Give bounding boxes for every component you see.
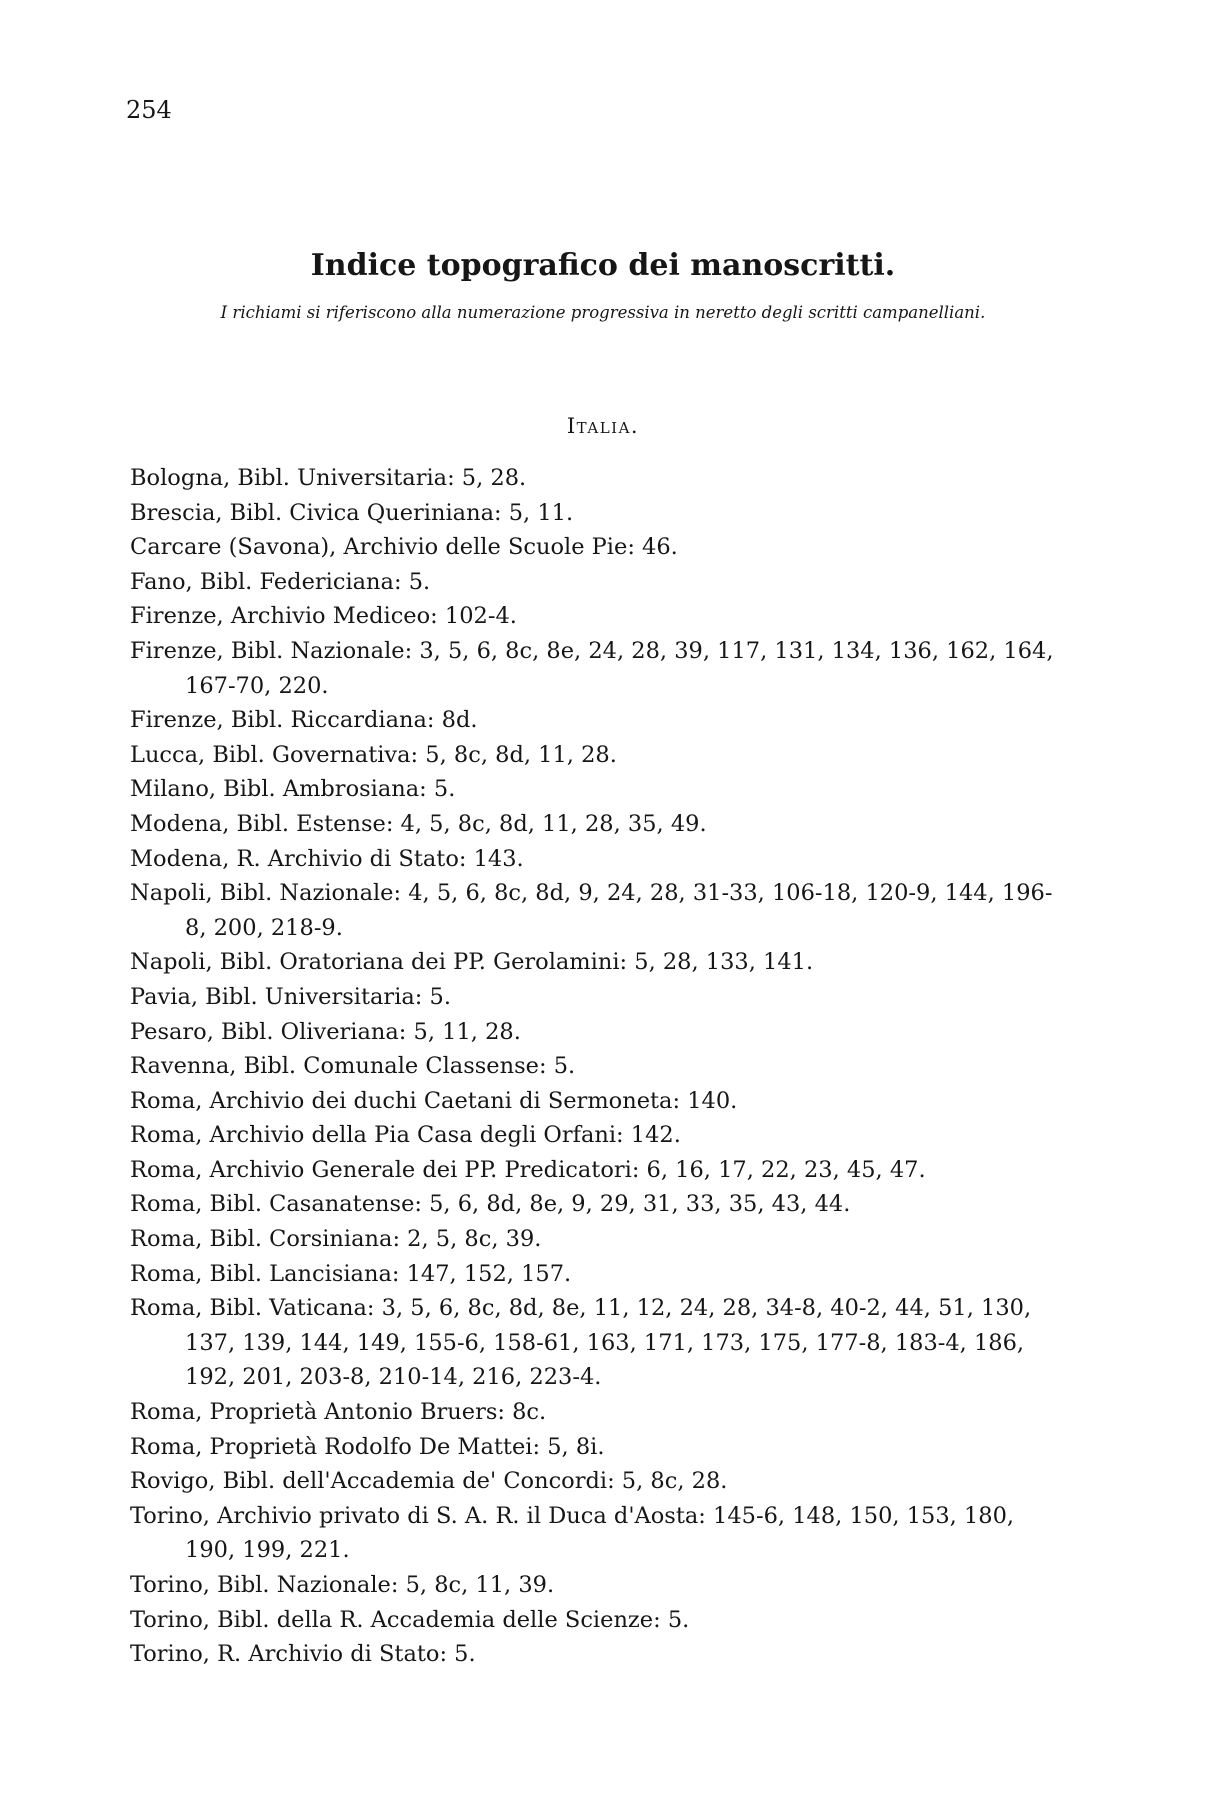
index-entry: Firenze, Archivio Mediceo: 102-4.	[130, 603, 517, 630]
index-entry: Bologna, Bibl. Universitaria: 5, 28.	[130, 465, 527, 491]
page-subtitle: I richiami si riferiscono alla numerazione progressiva in neretto degli scritti campanelliani.	[220, 303, 986, 322]
index-entry: Roma, Bibl. Casanatense: 5, 6, 8d, 8e, 9, 29, 31, 33, 35, 43, 44.	[130, 1191, 851, 1218]
index-entry: Napoli, Bibl. Oratoriana dei PP. Gerolamini: 5, 28, 133, 141.	[130, 949, 814, 976]
manuscript-index-list	[130, 461, 1060, 1672]
index-entry: Firenze, Bibl. Riccardiana: 8d.	[130, 707, 478, 734]
index-entry: Roma, Bibl. Lancisiana: 147, 152, 157.	[130, 1260, 572, 1287]
index-entry: Roma, Proprietà Rodolfo De Mattei: 5, 8i.	[130, 1433, 605, 1460]
page-title: Indice topografico dei manoscritti.	[310, 248, 896, 283]
index-entry: Pesaro, Bibl. Oliveriana: 5, 11, 28.	[130, 1018, 521, 1045]
index-entry: Lucca, Bibl. Governativa: 5, 8c, 8d, 11, 28.	[130, 741, 617, 768]
index-entry: Torino, R. Archivio di Stato: 5.	[130, 1641, 476, 1668]
index-entry: Firenze, Bibl. Nazionale: 3, 5, 6, 8c, 8e, 24, 28, 39, 117, 131, 134, 136, 162, 164, 167-70, 220.	[130, 637, 1054, 699]
index-entry: Modena, R. Archivio di Stato: 143.	[130, 845, 524, 872]
index-entry: Ravenna, Bibl. Comunale Classense: 5.	[130, 1053, 576, 1080]
index-entry: Modena, Bibl. Estense: 4, 5, 8c, 8d, 11, 28, 35, 49.	[130, 810, 707, 837]
index-entry: Rovigo, Bibl. dell'Accademia de' Concordi: 5, 8c, 28.	[130, 1468, 728, 1495]
index-entry: Brescia, Bibl. Civica Queriniana: 5, 11.	[130, 499, 574, 526]
index-entry: Carcare (Savona), Archivio delle Scuole Pie: 46.	[130, 534, 678, 561]
index-entry: Roma, Archivio dei duchi Caetani di Sermoneta: 140.	[130, 1087, 738, 1114]
index-entry: Milano, Bibl. Ambrosiana: 5.	[130, 776, 456, 803]
index-entry: Torino, Archivio privato di S. A. R. il Duca d'Aosta: 145-6, 148, 150, 153, 180, 190, 199, 221.	[130, 1502, 1015, 1564]
index-entry: Roma, Bibl. Corsiniana: 2, 5, 8c, 39.	[130, 1226, 542, 1253]
index-entry: Roma, Archivio della Pia Casa degli Orfani: 142.	[130, 1122, 681, 1149]
section-heading: Italia.	[566, 414, 640, 438]
index-entry: Roma, Archivio Generale dei PP. Predicatori: 6, 16, 17, 22, 23, 45, 47.	[130, 1156, 926, 1183]
index-entry: Pavia, Bibl. Universitaria: 5.	[130, 983, 451, 1010]
index-entry: Torino, Bibl. Nazionale: 5, 8c, 11, 39.	[130, 1572, 555, 1598]
page-number: 254	[126, 96, 172, 124]
index-entry: Fano, Bibl. Federiciana: 5.	[130, 568, 431, 595]
index-entry: Torino, Bibl. della R. Accademia delle Scienze: 5.	[130, 1606, 690, 1633]
index-entry: Napoli, Bibl. Nazionale: 4, 5, 6, 8c, 8d, 9, 24, 28, 31-33, 106-18, 120-9, 144, 196-8, 200, 218-9.	[130, 880, 1053, 941]
index-entry: Roma, Proprietà Antonio Bruers: 8c.	[130, 1399, 547, 1426]
index-entry: Roma, Bibl. Vaticana: 3, 5, 6, 8c, 8d, 8e, 11, 12, 24, 28, 34-8, 40-2, 44, 51, 130, 137, 139, 144, 149, 155-6, 158-61, 163, 171, 173, 175, 177-8, 183-4, 186, 192, 201, 203-8, 210-14, 216, 223-4.	[130, 1295, 1032, 1391]
